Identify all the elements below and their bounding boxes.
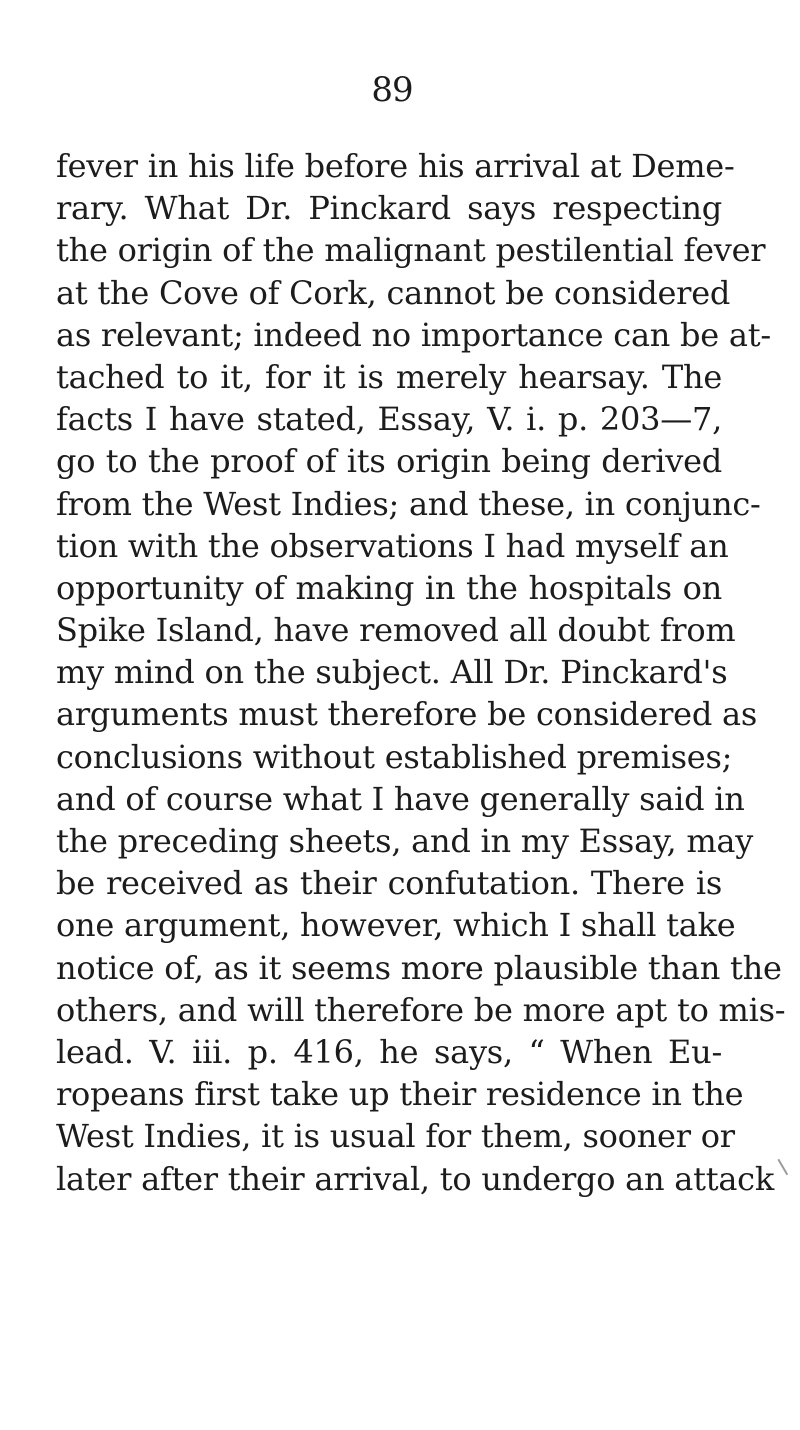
text-line: at the Cove of Cork, cannot be considered: [56, 273, 731, 312]
text-line: the origin of the malignant pestilential fever: [56, 231, 766, 270]
text-line: arguments must therefore be considered as: [56, 695, 757, 734]
text-line: opportunity of making in the hospitals on: [56, 568, 722, 607]
text-line: lead. V. iii. p. 416, he says, “ When Eu-: [56, 1032, 722, 1071]
text-line: fever in his life before his arrival at Deme-: [56, 147, 735, 185]
text-line: Spike Island, have removed all doubt from: [56, 611, 736, 650]
text-line: my mind on the subject. All Dr. Pinckard's: [56, 653, 728, 692]
text-line: from the West Indies; and these, in conjunc-: [56, 484, 761, 523]
text-line: conclusions without established premises;: [56, 737, 733, 776]
page-number: 89: [371, 70, 413, 110]
text-line: ropeans first take up their residence in the: [56, 1075, 744, 1114]
text-line: West Indies, it is usual for them, sooner or: [56, 1117, 735, 1156]
text-line: tion with the observations I had myself an: [56, 526, 729, 565]
text-line: as relevant; indeed no importance can be at-: [56, 315, 771, 354]
text-line: notice of, as it seems more plausible than the: [56, 948, 782, 987]
text-line: facts I have stated, Essay, V. i. p. 203—7,: [56, 400, 722, 439]
text-line: go to the proof of its origin being derived: [56, 442, 722, 481]
text-line: later after their arrival, to undergo an attack: [56, 1159, 774, 1198]
text-line: be received as their confutation. There is: [56, 864, 722, 903]
text-line: and of course what I have generally said in: [56, 779, 745, 818]
text-line: one argument, however, which I shall take: [56, 906, 736, 945]
text-line: rary. What Dr. Pinckard says respecting: [56, 189, 722, 228]
text-line: the preceding sheets, and in my Essay, may: [56, 822, 754, 860]
text-line: others, and will therefore be more apt to mis-: [56, 990, 786, 1029]
body-text: [56, 145, 786, 1200]
text-line: tached to it, for it is merely hearsay. The: [56, 357, 722, 396]
ink-mark: [777, 1153, 798, 1176]
